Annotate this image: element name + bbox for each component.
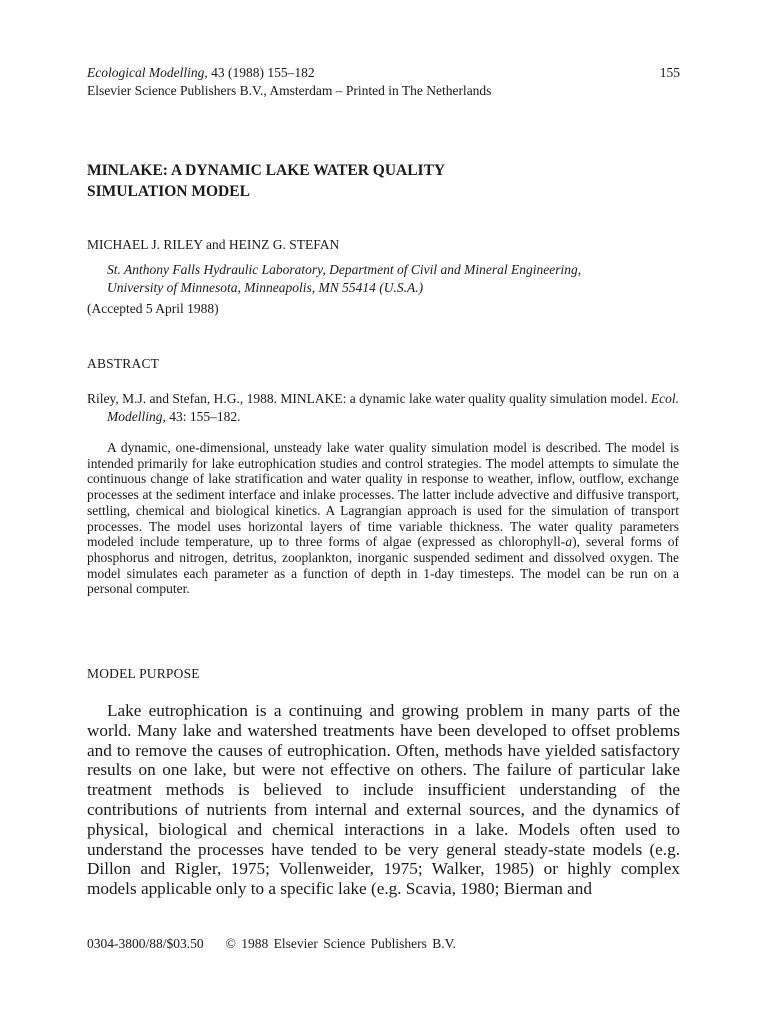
journal-name: Ecological Modelling,: [87, 65, 208, 80]
copyright-notice: © 1988 Elsevier Science Publishers B.V.: [225, 936, 456, 951]
authors: MICHAEL J. RILEY and HEINZ G. STEFAN: [87, 237, 340, 252]
abstract-body: [87, 440, 679, 597]
page-number: 155: [659, 65, 680, 80]
abstract-text-part1: A dynamic, one-dimensional, unsteady lake water quality simulation model is described. The model is intended primarily for lake eutrophication studies and control strategies. The model attempts to simulate the continuous change of lake stratification and water quality in response to weather, inflow, outflow, exchange processes at the sediment interface and inlake processes. The latter include advective and diffusive transport, settling, chemical and biological kinetics. A Lagrangian approach is used for the simulation of transport processes. The model uses horizontal layers of time variable thickness. The water quality parameters modeled include temperature, up to three forms of algae (expressed as chlorophyll-: [87, 440, 679, 550]
affiliation: [107, 261, 707, 297]
model-purpose-body: Lake eutrophication is a continuing and growing problem in many parts of the world. Many lake and watershed treatments have been developed to offset problems and to remove the causes of eutrophication. Often, methods have yielded satisfactory results on one lake, but were not effective on others. The failure of particular lake treatment methods is believed to include insufficient understanding of the contributions of nutrients from internal and external sources, and the dynamics of physical, biological and chemical interactions in a lake. Models often used to understand the processes have tended to be very general steady-state models (e.g. Dillon and Rigler, 1975; Vollenweider, 1975; Walker, 1985) or highly complex models applicable only to a specific lake (e.g. Scavia, 1980; Bierman and: [87, 701, 680, 899]
abstract-text-italic: a: [565, 534, 573, 550]
citation-volume: 43: 155–182.: [165, 409, 241, 424]
affiliation-line-1: St. Anthony Falls Hydraulic Laboratory, Department of Civil and Mineral Engineering,: [107, 262, 582, 277]
citation-journal: Ecol. Modelling,: [107, 391, 679, 424]
article-title: [87, 160, 647, 202]
abstract-text-part2: ), several forms of phosphorus and nitrogen, detritus, zooplankton, inorganic suspended sediment and dissolved oxygen. The model simulates each parameter as a function of depth in 1-day timesteps. The model can be run on a personal computer.: [87, 534, 679, 597]
citation-text: Riley, M.J. and Stefan, H.G., 1988. MINLAKE: a dynamic lake water quality quality simulation model.: [87, 391, 651, 406]
abstract-citation: [87, 390, 679, 426]
accepted-date: (Accepted 5 April 1988): [87, 301, 219, 316]
title-line-1: MINLAKE: A DYNAMIC LAKE WATER QUALITY: [87, 162, 446, 179]
model-purpose-heading: MODEL PURPOSE: [87, 666, 200, 681]
journal-volume: 43 (1988) 155–182: [207, 65, 315, 80]
abstract-heading: ABSTRACT: [87, 356, 160, 371]
journal-header: [87, 64, 687, 100]
publisher-line: Elsevier Science Publishers B.V., Amsterdam – Printed in The Netherlands: [87, 83, 492, 98]
issn-code: 0304-3800/88/$03.50: [87, 936, 204, 951]
affiliation-line-2: University of Minnesota, Minneapolis, MN 55414 (U.S.A.): [107, 280, 424, 295]
title-line-2: SIMULATION MODEL: [87, 183, 250, 200]
journal-citation-line: [87, 64, 687, 82]
page-footer: [87, 935, 456, 953]
